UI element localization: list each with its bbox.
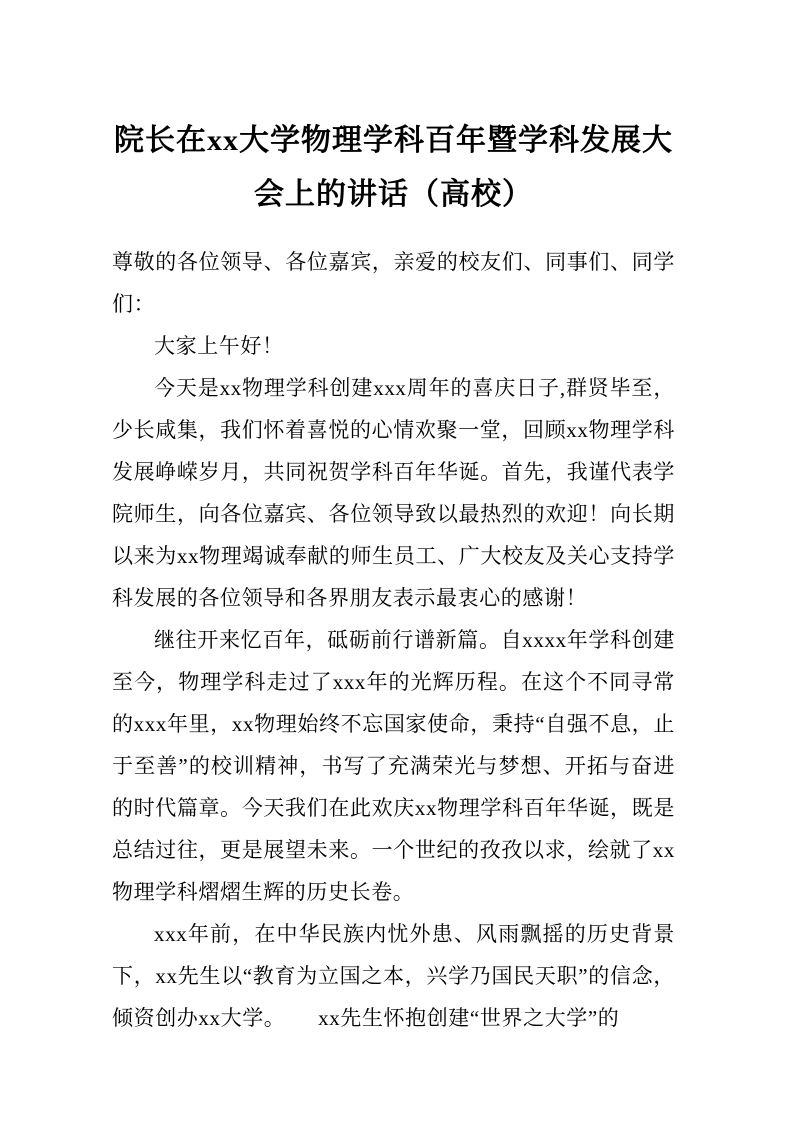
paragraph-greeting: 大家上午好！ (154, 334, 284, 358)
document-title: 院长在xx大学物理学科百年暨学科发展大会上的讲话（高校） (114, 124, 673, 211)
paragraph-centennial-history: 继往开来忆百年，砥砺前行谱新篇。自xxxx年学科创建至今，物理学科走过了xxx年的光辉历程。在这个不同寻常的xxx年里，xx物理始终不忘国家使命，秉持“自强不息，止于至善”的校训精神，书写了充满荣光与梦想、开拓与奋进的时代篇章。今天我们在此欢庆xx物理学科百年华诞，既是总结过往，更是展望未来。一个世纪的孜孜以求，绘就了xx物理学科熠熠生辉的历史长卷。 (112, 628, 675, 904)
paragraph-founding-background: xxx年前，在中华民族内忧外患、风雨飘摇的历史背景下，xx先生以“教育为立国之本，兴学乃国民天职”的信念，倾资创办xx大学。 xx先生怀抱创建“世界之大学”的 (112, 922, 675, 1030)
paragraph-opening-welcome: 今天是xx物理学科创建xxx周年的喜庆日子,群贤毕至，少长咸集，我们怀着喜悦的心情欢聚一堂，回顾xx物理学科发展峥嵘岁月，共同祝贺学科百年华诞。首先，我谨代表学院师生，向各位嘉宾、各位领导致以最热烈的欢迎！向长期以来为xx物理竭诚奉献的师生员工、广大校友及关心支持学科发展的各位领导和各界朋友表示最衷心的感谢！ (112, 376, 675, 610)
paragraph-salutation: 尊敬的各位领导、各位嘉宾，亲爱的校友们、同事们、同学们： (112, 250, 675, 316)
document-body (112, 241, 675, 1039)
